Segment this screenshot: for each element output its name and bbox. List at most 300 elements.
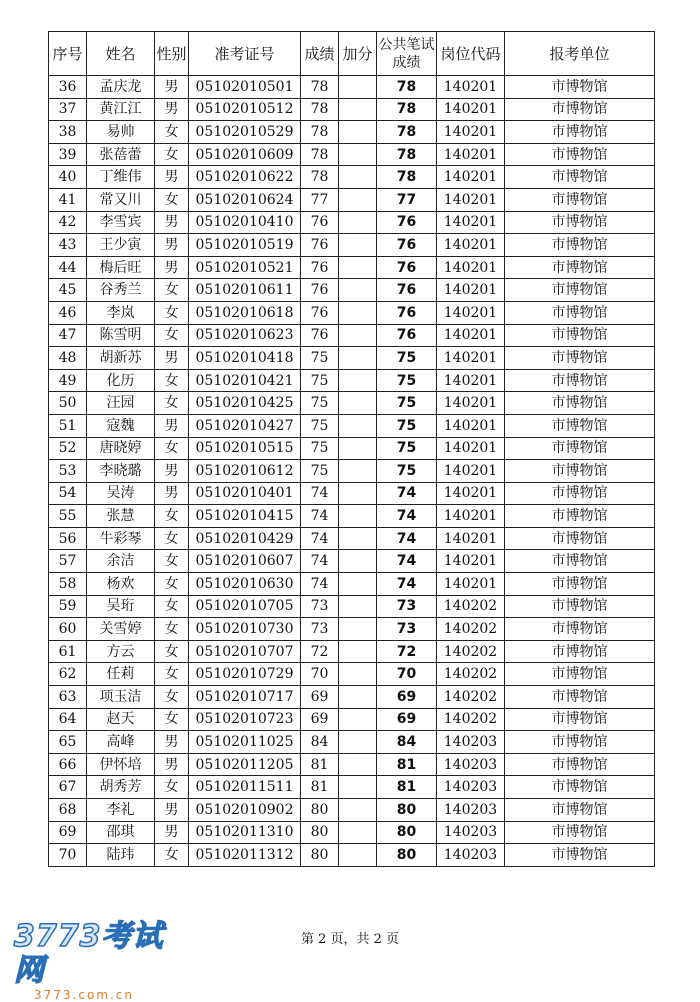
cell-bonus <box>339 279 377 302</box>
table-row <box>49 188 655 211</box>
cell-post-code: 140201 <box>437 166 505 189</box>
cell-bonus <box>339 844 377 867</box>
cell-score: 76 <box>301 256 339 279</box>
cell-bonus <box>339 640 377 663</box>
cell-public-score: 78 <box>377 76 437 99</box>
cell-score: 73 <box>301 618 339 641</box>
cell-bonus <box>339 460 377 483</box>
cell-exam-id: 05102010418 <box>189 347 301 370</box>
cell-gender: 男 <box>155 482 189 505</box>
table-row <box>49 76 655 99</box>
cell-post-code: 140203 <box>437 753 505 776</box>
cell-index: 53 <box>49 460 87 483</box>
cell-exam-id: 05102010401 <box>189 482 301 505</box>
cell-index: 60 <box>49 618 87 641</box>
cell-public-score: 76 <box>377 256 437 279</box>
cell-index: 68 <box>49 799 87 822</box>
cell-name: 任莉 <box>87 663 155 686</box>
cell-name: 牛彩琴 <box>87 527 155 550</box>
cell-score: 76 <box>301 211 339 234</box>
cell-public-score: 76 <box>377 324 437 347</box>
cell-public-score: 76 <box>377 234 437 257</box>
table-header-row <box>49 32 655 76</box>
cell-index: 65 <box>49 731 87 754</box>
cell-name: 谷秀兰 <box>87 279 155 302</box>
cell-gender: 女 <box>155 640 189 663</box>
cell-bonus <box>339 595 377 618</box>
cell-post-code: 140201 <box>437 369 505 392</box>
cell-post-code: 140201 <box>437 256 505 279</box>
cell-unit: 市博物馆 <box>505 550 655 573</box>
cell-post-code: 140201 <box>437 437 505 460</box>
cell-gender: 女 <box>155 708 189 731</box>
cell-exam-id: 05102010611 <box>189 279 301 302</box>
cell-name: 寇魏 <box>87 414 155 437</box>
cell-score: 81 <box>301 776 339 799</box>
cell-name: 吴珩 <box>87 595 155 618</box>
cell-name: 化历 <box>87 369 155 392</box>
cell-bonus <box>339 256 377 279</box>
cell-post-code: 140201 <box>437 234 505 257</box>
cell-gender: 女 <box>155 505 189 528</box>
cell-unit: 市博物馆 <box>505 753 655 776</box>
cell-exam-id: 05102011205 <box>189 753 301 776</box>
cell-unit: 市博物馆 <box>505 256 655 279</box>
cell-unit: 市博物馆 <box>505 437 655 460</box>
table-row <box>49 731 655 754</box>
cell-name: 吴涛 <box>87 482 155 505</box>
cell-score: 78 <box>301 166 339 189</box>
cell-index: 54 <box>49 482 87 505</box>
cell-index: 36 <box>49 76 87 99</box>
cell-bonus <box>339 347 377 370</box>
cell-name: 丁维伟 <box>87 166 155 189</box>
cell-gender: 女 <box>155 279 189 302</box>
cell-name: 汪园 <box>87 392 155 415</box>
cell-unit: 市博物馆 <box>505 347 655 370</box>
cell-name: 常又川 <box>87 188 155 211</box>
cell-post-code: 140201 <box>437 324 505 347</box>
cell-gender: 男 <box>155 234 189 257</box>
cell-exam-id: 05102010723 <box>189 708 301 731</box>
cell-unit: 市博物馆 <box>505 686 655 709</box>
cell-index: 50 <box>49 392 87 415</box>
cell-public-score: 74 <box>377 505 437 528</box>
header-bonus: 加分 <box>339 32 377 76</box>
cell-score: 73 <box>301 595 339 618</box>
cell-score: 80 <box>301 844 339 867</box>
table-body <box>49 76 655 867</box>
cell-index: 56 <box>49 527 87 550</box>
cell-bonus <box>339 482 377 505</box>
cell-score: 76 <box>301 301 339 324</box>
table-row <box>49 301 655 324</box>
cell-unit: 市博物馆 <box>505 776 655 799</box>
cell-unit: 市博物馆 <box>505 844 655 867</box>
table-row <box>49 708 655 731</box>
cell-score: 75 <box>301 392 339 415</box>
cell-post-code: 140201 <box>437 211 505 234</box>
cell-bonus <box>339 708 377 731</box>
table-row <box>49 482 655 505</box>
cell-gender: 男 <box>155 821 189 844</box>
table-row <box>49 821 655 844</box>
cell-unit: 市博物馆 <box>505 708 655 731</box>
cell-name: 梅后旺 <box>87 256 155 279</box>
cell-unit: 市博物馆 <box>505 301 655 324</box>
table-row <box>49 369 655 392</box>
cell-public-score: 78 <box>377 166 437 189</box>
table-row <box>49 550 655 573</box>
cell-index: 37 <box>49 98 87 121</box>
cell-unit: 市博物馆 <box>505 595 655 618</box>
cell-public-score: 80 <box>377 844 437 867</box>
cell-exam-id: 05102010729 <box>189 663 301 686</box>
cell-exam-id: 05102010624 <box>189 188 301 211</box>
cell-post-code: 140201 <box>437 414 505 437</box>
cell-public-score: 74 <box>377 550 437 573</box>
cell-name: 赵天 <box>87 708 155 731</box>
cell-gender: 女 <box>155 550 189 573</box>
cell-public-score: 80 <box>377 799 437 822</box>
cell-bonus <box>339 369 377 392</box>
cell-gender: 女 <box>155 663 189 686</box>
cell-bonus <box>339 234 377 257</box>
header-name: 姓名 <box>87 32 155 76</box>
cell-exam-id: 05102010529 <box>189 121 301 144</box>
cell-exam-id: 05102010427 <box>189 414 301 437</box>
cell-score: 72 <box>301 640 339 663</box>
cell-unit: 市博物馆 <box>505 188 655 211</box>
table-row <box>49 573 655 596</box>
cell-exam-id: 05102011511 <box>189 776 301 799</box>
cell-public-score: 76 <box>377 211 437 234</box>
cell-gender: 女 <box>155 369 189 392</box>
table-row <box>49 595 655 618</box>
cell-score: 75 <box>301 460 339 483</box>
cell-exam-id: 05102010618 <box>189 301 301 324</box>
cell-exam-id: 05102010425 <box>189 392 301 415</box>
cell-score: 77 <box>301 188 339 211</box>
score-table <box>48 31 655 867</box>
cell-bonus <box>339 731 377 754</box>
cell-public-score: 70 <box>377 663 437 686</box>
header-unit: 报考单位 <box>505 32 655 76</box>
cell-score: 74 <box>301 482 339 505</box>
cell-unit: 市博物馆 <box>505 527 655 550</box>
cell-score: 74 <box>301 573 339 596</box>
cell-unit: 市博物馆 <box>505 663 655 686</box>
cell-name: 方云 <box>87 640 155 663</box>
table-row <box>49 505 655 528</box>
cell-bonus <box>339 821 377 844</box>
table-row <box>49 98 655 121</box>
cell-score: 69 <box>301 708 339 731</box>
cell-index: 49 <box>49 369 87 392</box>
cell-post-code: 140203 <box>437 844 505 867</box>
cell-index: 38 <box>49 121 87 144</box>
cell-public-score: 77 <box>377 188 437 211</box>
cell-bonus <box>339 686 377 709</box>
cell-gender: 男 <box>155 753 189 776</box>
cell-bonus <box>339 188 377 211</box>
cell-public-score: 74 <box>377 482 437 505</box>
cell-score: 76 <box>301 234 339 257</box>
cell-post-code: 140202 <box>437 708 505 731</box>
cell-post-code: 140202 <box>437 640 505 663</box>
cell-post-code: 140201 <box>437 121 505 144</box>
cell-bonus <box>339 799 377 822</box>
cell-index: 40 <box>49 166 87 189</box>
cell-index: 41 <box>49 188 87 211</box>
cell-gender: 女 <box>155 392 189 415</box>
cell-score: 78 <box>301 76 339 99</box>
cell-score: 75 <box>301 414 339 437</box>
cell-exam-id: 05102010707 <box>189 640 301 663</box>
page-number: 第 2 页，共 2 页 <box>300 932 400 947</box>
cell-name: 孟庆龙 <box>87 76 155 99</box>
cell-score: 81 <box>301 753 339 776</box>
cell-unit: 市博物馆 <box>505 143 655 166</box>
cell-name: 王少寅 <box>87 234 155 257</box>
cell-post-code: 140202 <box>437 618 505 641</box>
cell-exam-id: 05102010730 <box>189 618 301 641</box>
cell-unit: 市博物馆 <box>505 98 655 121</box>
cell-gender: 女 <box>155 618 189 641</box>
cell-bonus <box>339 301 377 324</box>
cell-unit: 市博物馆 <box>505 121 655 144</box>
cell-exam-id: 05102010622 <box>189 166 301 189</box>
cell-exam-id: 05102010607 <box>189 550 301 573</box>
cell-post-code: 140201 <box>437 98 505 121</box>
table-row <box>49 324 655 347</box>
table-row <box>49 347 655 370</box>
cell-name: 邵琪 <box>87 821 155 844</box>
cell-bonus <box>339 414 377 437</box>
cell-post-code: 140203 <box>437 731 505 754</box>
cell-name: 张慧 <box>87 505 155 528</box>
cell-gender: 女 <box>155 595 189 618</box>
cell-bonus <box>339 776 377 799</box>
cell-post-code: 140201 <box>437 347 505 370</box>
cell-gender: 女 <box>155 527 189 550</box>
table-row <box>49 166 655 189</box>
table-row <box>49 663 655 686</box>
cell-name: 李雪宾 <box>87 211 155 234</box>
cell-exam-id: 05102010515 <box>189 437 301 460</box>
table-row <box>49 618 655 641</box>
cell-exam-id: 05102010705 <box>189 595 301 618</box>
cell-index: 58 <box>49 573 87 596</box>
cell-post-code: 140202 <box>437 595 505 618</box>
cell-unit: 市博物馆 <box>505 640 655 663</box>
cell-gender: 女 <box>155 188 189 211</box>
cell-public-score: 75 <box>377 437 437 460</box>
table-row <box>49 234 655 257</box>
cell-index: 64 <box>49 708 87 731</box>
table-row <box>49 211 655 234</box>
cell-score: 76 <box>301 279 339 302</box>
cell-gender: 女 <box>155 573 189 596</box>
cell-name: 陈雪明 <box>87 324 155 347</box>
cell-score: 69 <box>301 686 339 709</box>
cell-post-code: 140201 <box>437 76 505 99</box>
cell-index: 66 <box>49 753 87 776</box>
cell-post-code: 140202 <box>437 663 505 686</box>
cell-name: 黄江江 <box>87 98 155 121</box>
cell-unit: 市博物馆 <box>505 211 655 234</box>
cell-unit: 市博物馆 <box>505 482 655 505</box>
cell-gender: 女 <box>155 844 189 867</box>
cell-name: 张蓓蕾 <box>87 143 155 166</box>
cell-public-score: 78 <box>377 98 437 121</box>
cell-unit: 市博物馆 <box>505 821 655 844</box>
cell-bonus <box>339 550 377 573</box>
cell-index: 48 <box>49 347 87 370</box>
cell-exam-id: 05102010623 <box>189 324 301 347</box>
table-row <box>49 776 655 799</box>
cell-bonus <box>339 324 377 347</box>
cell-exam-id: 05102010717 <box>189 686 301 709</box>
cell-gender: 男 <box>155 211 189 234</box>
cell-public-score: 75 <box>377 414 437 437</box>
cell-name: 高峰 <box>87 731 155 754</box>
cell-score: 70 <box>301 663 339 686</box>
cell-bonus <box>339 121 377 144</box>
cell-public-score: 81 <box>377 776 437 799</box>
logo-main-text: 3773考试网 <box>14 919 164 988</box>
cell-gender: 男 <box>155 799 189 822</box>
cell-name: 杨欢 <box>87 573 155 596</box>
header-score: 成绩 <box>301 32 339 76</box>
cell-public-score: 75 <box>377 392 437 415</box>
table-row <box>49 121 655 144</box>
cell-name: 项玉洁 <box>87 686 155 709</box>
cell-index: 55 <box>49 505 87 528</box>
cell-public-score: 74 <box>377 573 437 596</box>
cell-public-score: 74 <box>377 527 437 550</box>
table-row <box>49 392 655 415</box>
cell-gender: 男 <box>155 460 189 483</box>
table-row <box>49 437 655 460</box>
cell-score: 78 <box>301 143 339 166</box>
cell-bonus <box>339 76 377 99</box>
cell-public-score: 76 <box>377 301 437 324</box>
cell-score: 75 <box>301 437 339 460</box>
cell-unit: 市博物馆 <box>505 505 655 528</box>
cell-exam-id: 05102010429 <box>189 527 301 550</box>
cell-gender: 女 <box>155 324 189 347</box>
cell-post-code: 140201 <box>437 392 505 415</box>
cell-bonus <box>339 618 377 641</box>
cell-public-score: 69 <box>377 686 437 709</box>
cell-public-score: 75 <box>377 460 437 483</box>
cell-bonus <box>339 753 377 776</box>
cell-exam-id: 05102010519 <box>189 234 301 257</box>
table-row <box>49 640 655 663</box>
table-row <box>49 753 655 776</box>
cell-bonus <box>339 573 377 596</box>
cell-index: 47 <box>49 324 87 347</box>
cell-gender: 女 <box>155 301 189 324</box>
cell-public-score: 73 <box>377 618 437 641</box>
header-gender: 性别 <box>155 32 189 76</box>
cell-bonus <box>339 143 377 166</box>
cell-index: 45 <box>49 279 87 302</box>
cell-public-score: 78 <box>377 121 437 144</box>
cell-post-code: 140203 <box>437 799 505 822</box>
cell-score: 74 <box>301 550 339 573</box>
cell-score: 80 <box>301 821 339 844</box>
cell-index: 42 <box>49 211 87 234</box>
cell-gender: 女 <box>155 121 189 144</box>
table-row <box>49 799 655 822</box>
cell-post-code: 140201 <box>437 482 505 505</box>
cell-index: 39 <box>49 143 87 166</box>
cell-unit: 市博物馆 <box>505 414 655 437</box>
cell-score: 75 <box>301 369 339 392</box>
cell-name: 关雪婷 <box>87 618 155 641</box>
cell-gender: 女 <box>155 437 189 460</box>
cell-name: 李岚 <box>87 301 155 324</box>
cell-post-code: 140201 <box>437 460 505 483</box>
cell-index: 69 <box>49 821 87 844</box>
cell-post-code: 140201 <box>437 301 505 324</box>
cell-index: 62 <box>49 663 87 686</box>
cell-index: 61 <box>49 640 87 663</box>
cell-unit: 市博物馆 <box>505 279 655 302</box>
cell-public-score: 80 <box>377 821 437 844</box>
logo-sub-text: 3773.com.cn <box>34 988 134 1002</box>
cell-gender: 男 <box>155 731 189 754</box>
cell-exam-id: 05102010609 <box>189 143 301 166</box>
table-row <box>49 686 655 709</box>
cell-gender: 男 <box>155 98 189 121</box>
cell-unit: 市博物馆 <box>505 76 655 99</box>
cell-index: 63 <box>49 686 87 709</box>
cell-exam-id: 05102010521 <box>189 256 301 279</box>
cell-name: 李礼 <box>87 799 155 822</box>
cell-post-code: 140203 <box>437 821 505 844</box>
cell-gender: 男 <box>155 414 189 437</box>
table-row <box>49 279 655 302</box>
cell-unit: 市博物馆 <box>505 799 655 822</box>
cell-name: 胡秀芳 <box>87 776 155 799</box>
cell-unit: 市博物馆 <box>505 369 655 392</box>
header-post-code: 岗位代码 <box>437 32 505 76</box>
cell-index: 59 <box>49 595 87 618</box>
cell-exam-id: 05102010421 <box>189 369 301 392</box>
cell-bonus <box>339 437 377 460</box>
cell-index: 43 <box>49 234 87 257</box>
header-public-score: 公共笔试成绩 <box>377 32 437 76</box>
cell-name: 伊怀培 <box>87 753 155 776</box>
header-index: 序号 <box>49 32 87 76</box>
cell-public-score: 78 <box>377 143 437 166</box>
table-row <box>49 527 655 550</box>
cell-name: 易帅 <box>87 121 155 144</box>
cell-index: 70 <box>49 844 87 867</box>
cell-post-code: 140201 <box>437 279 505 302</box>
cell-unit: 市博物馆 <box>505 166 655 189</box>
cell-score: 76 <box>301 324 339 347</box>
table-row <box>49 143 655 166</box>
cell-exam-id: 05102010612 <box>189 460 301 483</box>
cell-exam-id: 05102010415 <box>189 505 301 528</box>
cell-name: 陆玮 <box>87 844 155 867</box>
cell-index: 67 <box>49 776 87 799</box>
cell-unit: 市博物馆 <box>505 618 655 641</box>
